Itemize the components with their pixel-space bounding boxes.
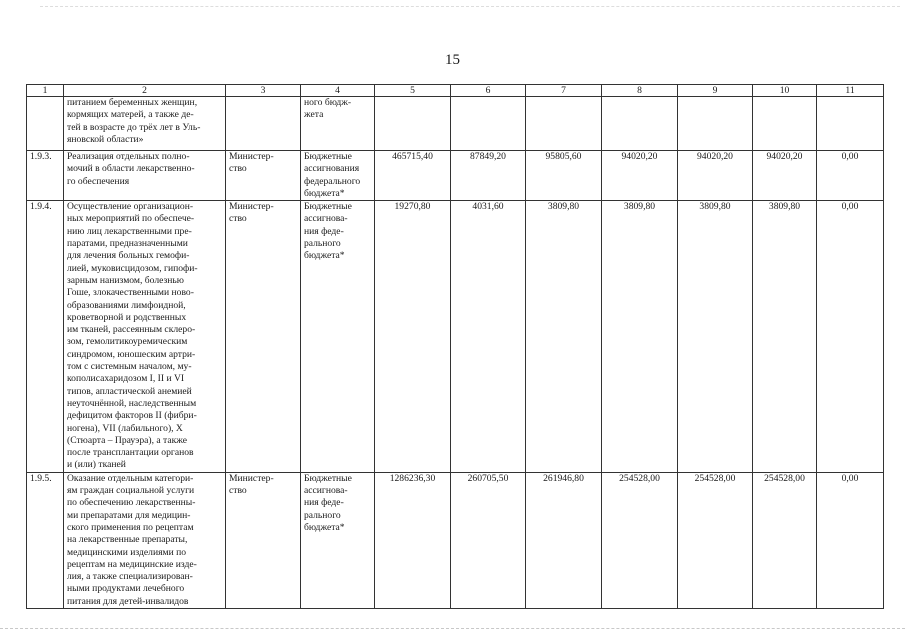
column-header: 7 bbox=[526, 85, 602, 97]
name-line: лия, а также специализирован- bbox=[67, 571, 193, 583]
executor-line: Министер- bbox=[229, 472, 274, 484]
name-line: после трансплантации органов bbox=[67, 447, 194, 459]
funding-source-line: федерального bbox=[304, 175, 361, 187]
executor-cell bbox=[226, 97, 301, 151]
funding-source-line: бюджета* bbox=[304, 521, 345, 533]
name-line: ям граждан социальной услуги bbox=[67, 485, 195, 497]
name-line: ского применения по рецептам bbox=[67, 521, 194, 533]
funding-source-line: ного бюдж- bbox=[304, 97, 352, 108]
amount-cell: 94020,20 bbox=[678, 151, 753, 201]
name-line: рецептам на медицинские изде- bbox=[67, 558, 197, 570]
scan-edge-bottom bbox=[0, 628, 905, 630]
column-header: 11 bbox=[817, 85, 884, 97]
column-header: 1 bbox=[27, 85, 64, 97]
amount-cell bbox=[817, 97, 884, 151]
executor-line: ство bbox=[229, 213, 247, 225]
name-line: ми препаратами для медицин- bbox=[67, 509, 191, 521]
amount-cell: 1286236,30 bbox=[375, 472, 451, 608]
name-line: кроветворной и родственных bbox=[67, 311, 187, 323]
column-header: 8 bbox=[602, 85, 678, 97]
executor-line: ство bbox=[229, 485, 247, 497]
amount-cell: 3809,80 bbox=[602, 201, 678, 473]
name-cell bbox=[64, 151, 226, 201]
name-line: неуточнённой, наследственным bbox=[67, 397, 197, 409]
name-cell bbox=[64, 472, 226, 608]
funding-source-line: ассигнования bbox=[304, 163, 360, 175]
column-header: 10 bbox=[753, 85, 817, 97]
name-line: лией, муковисцидозом, гипофи- bbox=[67, 262, 198, 274]
amount-cell: 254528,00 bbox=[602, 472, 678, 608]
name-line: питания для детей-инвалидов bbox=[67, 595, 189, 607]
name-line: зарным нанизмом, болезнью bbox=[67, 274, 184, 286]
amount-cell: 87849,20 bbox=[451, 151, 526, 201]
row-number-cell: 1.9.4. bbox=[27, 201, 64, 473]
funding-source-cell bbox=[301, 472, 375, 608]
scan-edge-top bbox=[40, 6, 900, 8]
page-number: 15 bbox=[445, 52, 460, 68]
name-line: ных мероприятий по обеспече- bbox=[67, 213, 195, 225]
executor-cell bbox=[226, 201, 301, 473]
amount-cell: 254528,00 bbox=[678, 472, 753, 608]
funding-source-line: бюджета* bbox=[304, 187, 345, 199]
amount-cell: 0,00 bbox=[817, 472, 884, 608]
funding-source-cell bbox=[301, 201, 375, 473]
name-line: для лечения больных гемофи- bbox=[67, 250, 190, 262]
funding-source-line: Бюджетные bbox=[304, 201, 352, 213]
name-line: Осуществление организацион- bbox=[67, 201, 194, 213]
row-number-cell: 1.9.5. bbox=[27, 472, 64, 608]
executor-cell bbox=[226, 472, 301, 608]
amount-cell: 465715,40 bbox=[375, 151, 451, 201]
funding-source-line: ассигнова- bbox=[304, 213, 348, 225]
column-header: 2 bbox=[64, 85, 226, 97]
name-line: ногена), VII (лабильного), X bbox=[67, 422, 183, 434]
amount-cell: 254528,00 bbox=[753, 472, 817, 608]
name-line: том с системным началом, му- bbox=[67, 361, 192, 373]
funding-source-line: рального bbox=[304, 509, 341, 521]
name-line: медицинскими изделиями по bbox=[67, 546, 187, 558]
executor-line: Министер- bbox=[229, 201, 274, 213]
name-line: кормящих матерей, а также де- bbox=[67, 109, 194, 121]
column-header: 3 bbox=[226, 85, 301, 97]
amount-cell: 94020,20 bbox=[602, 151, 678, 201]
funding-source-line: ния феде- bbox=[304, 225, 344, 237]
name-line: и (или) тканей bbox=[67, 459, 126, 471]
name-line: Оказание отдельным категори- bbox=[67, 472, 194, 484]
table-row bbox=[27, 201, 884, 473]
column-header: 9 bbox=[678, 85, 753, 97]
funding-source-line: бюджета* bbox=[304, 250, 345, 262]
name-cell bbox=[64, 97, 226, 151]
column-header: 6 bbox=[451, 85, 526, 97]
amount-cell bbox=[451, 97, 526, 151]
name-line: на лекарственные препараты, bbox=[67, 534, 188, 546]
column-header: 4 bbox=[301, 85, 375, 97]
column-number-row bbox=[27, 85, 884, 97]
amount-cell: 260705,50 bbox=[451, 472, 526, 608]
name-line: по обеспечению лекарственны- bbox=[67, 497, 196, 509]
name-line: паратами, предназначенными bbox=[67, 238, 188, 250]
amount-cell bbox=[753, 97, 817, 151]
funding-source-line: жета bbox=[304, 109, 324, 121]
amount-cell bbox=[526, 97, 602, 151]
name-line: дефицитом факторов II (фибри- bbox=[67, 410, 197, 422]
amount-cell bbox=[678, 97, 753, 151]
name-line: мочий в области лекарственно- bbox=[67, 163, 195, 175]
funding-source-line: Бюджетные bbox=[304, 472, 352, 484]
name-line: типов, апластической анемией bbox=[67, 385, 192, 397]
amount-cell bbox=[602, 97, 678, 151]
amount-cell: 95805,60 bbox=[526, 151, 602, 201]
amount-cell: 19270,80 bbox=[375, 201, 451, 473]
amount-cell bbox=[375, 97, 451, 151]
executor-line: ство bbox=[229, 163, 247, 175]
table-row bbox=[27, 472, 884, 608]
name-line: ными продуктами лечебного bbox=[67, 583, 185, 595]
name-line: питанием беременных женщин, bbox=[67, 97, 198, 108]
name-line: Гоше, злокачественными ново- bbox=[67, 287, 194, 299]
name-line: тей в возрасте до трёх лет в Уль- bbox=[67, 121, 201, 133]
funding-source-line: ассигнова- bbox=[304, 485, 348, 497]
name-line: им тканей, рассеянным склеро- bbox=[67, 324, 196, 336]
amount-cell: 94020,20 bbox=[753, 151, 817, 201]
name-line: зом, гемолитикоуремическим bbox=[67, 336, 188, 348]
table-row bbox=[27, 151, 884, 201]
name-line: го обеспечения bbox=[67, 175, 130, 187]
funding-source-cell bbox=[301, 97, 375, 151]
funding-source-cell bbox=[301, 151, 375, 201]
name-line: синдромом, юношеским артри- bbox=[67, 348, 196, 360]
name-line: (Стюарта – Прауэра), а также bbox=[67, 434, 188, 446]
funding-source-line: ния феде- bbox=[304, 497, 344, 509]
amount-cell: 3809,80 bbox=[678, 201, 753, 473]
amount-cell: 4031,60 bbox=[451, 201, 526, 473]
name-line: яновской области» bbox=[67, 133, 144, 145]
amount-cell: 0,00 bbox=[817, 201, 884, 473]
name-line: нию лиц лекарственными пре- bbox=[67, 225, 192, 237]
table-body bbox=[27, 97, 884, 609]
row-number-cell: 1.9.3. bbox=[27, 151, 64, 201]
name-line: образованиями лимфоидной, bbox=[67, 299, 186, 311]
amount-cell: 0,00 bbox=[817, 151, 884, 201]
executor-line: Министер- bbox=[229, 151, 274, 162]
funding-source-line: рального bbox=[304, 238, 341, 250]
amount-cell: 261946,80 bbox=[526, 472, 602, 608]
executor-cell bbox=[226, 151, 301, 201]
amount-cell: 3809,80 bbox=[526, 201, 602, 473]
row-number-cell bbox=[27, 97, 64, 151]
name-cell bbox=[64, 201, 226, 473]
name-line: Реализация отдельных полно- bbox=[67, 151, 190, 162]
budget-table bbox=[26, 84, 884, 609]
table-row bbox=[27, 97, 884, 151]
column-header: 5 bbox=[375, 85, 451, 97]
amount-cell: 3809,80 bbox=[753, 201, 817, 473]
name-line: кополисахаридозом I, II и VI bbox=[67, 373, 185, 385]
funding-source-line: Бюджетные bbox=[304, 151, 352, 162]
